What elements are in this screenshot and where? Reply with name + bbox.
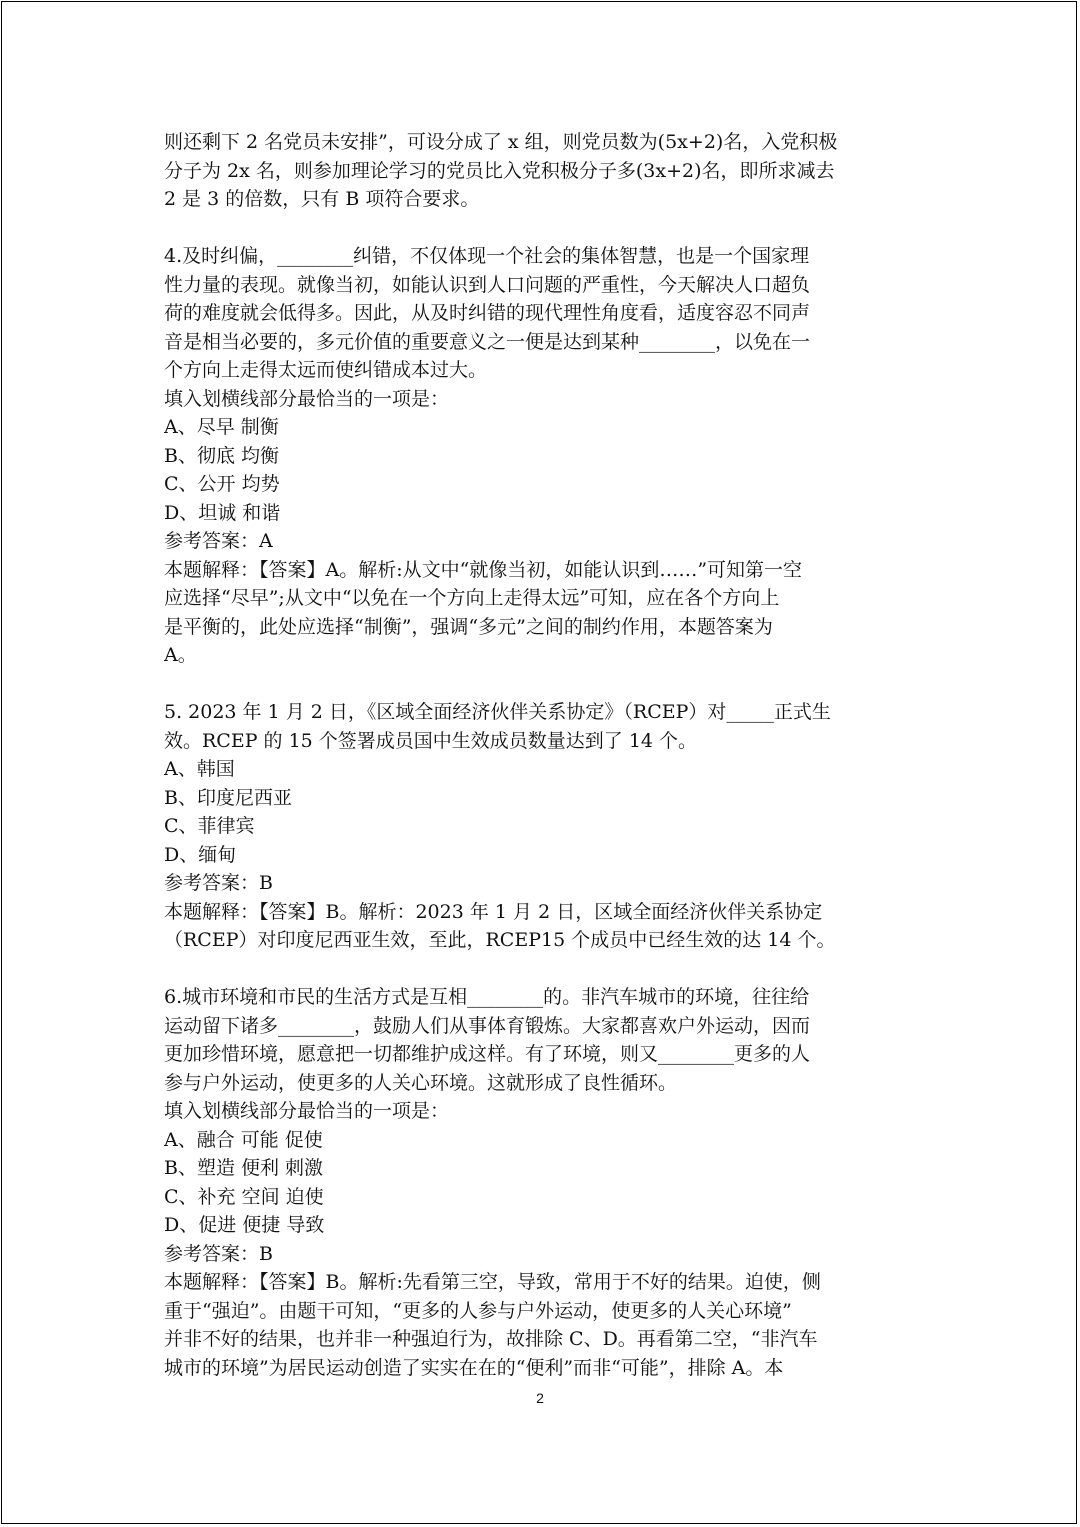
explanation-line: 是平衡的，此处应选择“制衡”，强调“多元”之间的制约作用，本题答案为 xyxy=(164,615,773,638)
question-text-line: 更加珍惜环境，愿意把一切都维护成这样。有了环境，则又________更多的人 xyxy=(164,1043,811,1065)
explanation-line: A。 xyxy=(164,644,197,666)
question-5 xyxy=(164,698,922,955)
explanation-line: 本题解释：【答案】B。解析：2023 年 1 月 2 日，区域全面经济伙伴关系协定 xyxy=(164,900,823,923)
question-prompt: 填入划横线部分最恰当的一项是： xyxy=(164,387,450,410)
previous-explanation-continuation xyxy=(164,128,922,214)
reference-answer: 参考答案：A xyxy=(164,530,273,552)
option-b: B、塑造 便利 刺激 xyxy=(164,1157,324,1179)
option-a: A、融合 可能 促使 xyxy=(164,1128,323,1151)
explanation-line: 本题解释：【答案】B。解析:先看第三空，导致，常用于不好的结果。迫使，侧 xyxy=(164,1271,821,1293)
explanation-line: （RCEP）对印度尼西亚生效，至此，RCEP15 个成员中已经生效的达 14 个。 xyxy=(164,929,836,951)
question-text-line: 性力量的表现。就像当初，如能认识到人口问题的严重性，今天解决人口超负 xyxy=(164,273,811,296)
question-text-line: 荷的难度就会低得多。因此，从及时纠错的现代理性角度看，适度容忍不同声 xyxy=(164,302,811,324)
text-line: 分子为 2x 名，则参加理论学习的党员比入党积极分子多(3x+2)名，即所求减去 xyxy=(164,159,835,182)
question-text-line: 5. 2023 年 1 月 2 日，《区域全面经济伙伴关系协定》（RCEP）对_____正式生 xyxy=(164,701,831,723)
option-b: B、彻底 均衡 xyxy=(164,444,280,467)
question-text-line: 运动留下诸多________，鼓励人们从事体育锻炼。大家都喜欢户外运动，因而 xyxy=(164,1014,811,1037)
explanation-line: 重于“强迫”。由题干可知，“更多的人参与户外运动，使更多的人关心环境” xyxy=(164,1299,792,1322)
option-a: A、韩国 xyxy=(164,758,235,780)
option-b: B、印度尼西亚 xyxy=(164,786,292,809)
text-line: 则还剩下 2 名党员未安排”，可设分成了 x 组，则党员数为(5x+2)名，入党积极 xyxy=(164,131,838,153)
explanation-line: 城市的环境”为居民运动创造了实实在在的“便利”而非“可能”，排除 A。本 xyxy=(164,1356,784,1379)
question-text-line: 音是相当必要的，多元价值的重要意义之一便是达到某种________，以免在一 xyxy=(164,330,811,353)
question-text-line: 4.及时纠偏，________纠错，不仅体现一个社会的集体智慧，也是一个国家理 xyxy=(164,245,810,267)
question-6 xyxy=(164,983,922,1382)
option-a: A、尽早 制衡 xyxy=(164,416,279,438)
question-text-line: 效。RCEP 的 15 个签署成员国中生效成员数量达到了 14 个。 xyxy=(164,729,698,752)
option-c: C、补充 空间 迫使 xyxy=(164,1185,324,1208)
question-text-line: 6.城市环境和市民的生活方式是互相________的。非汽车城市的环境，往往给 xyxy=(164,986,810,1008)
question-4 xyxy=(164,242,922,670)
document-body xyxy=(164,128,922,1382)
option-d: D、坦诚 和谐 xyxy=(164,501,281,524)
option-c: C、菲律宾 xyxy=(164,815,255,837)
explanation-line: 本题解释：【答案】A。解析:从文中“就像当初，如能认识到……”可知第一空 xyxy=(164,558,803,581)
text-line: 2 是 3 的倍数，只有 B 项符合要求。 xyxy=(164,188,480,210)
option-d: D、促进 便捷 导致 xyxy=(164,1214,325,1236)
reference-answer: 参考答案：B xyxy=(164,1242,273,1265)
option-c: C、公开 均势 xyxy=(164,473,280,495)
question-text-line: 参与户外运动，使更多的人关心环境。这就形成了良性循环。 xyxy=(164,1071,678,1094)
reference-answer: 参考答案：B xyxy=(164,872,273,894)
page-number: 2 xyxy=(536,1390,544,1406)
explanation-line: 应选择“尽早”;从文中“以免在一个方向上走得太远”可知，应在各个方向上 xyxy=(164,587,780,609)
question-text-line: 个方向上走得太远而使纠错成本过大。 xyxy=(164,359,488,381)
explanation-line: 并非不好的结果，也并非一种强迫行为，故排除 C、D。再看第二空，“非汽车 xyxy=(164,1328,818,1350)
option-d: D、缅甸 xyxy=(164,843,237,866)
question-prompt: 填入划横线部分最恰当的一项是： xyxy=(164,1100,450,1122)
